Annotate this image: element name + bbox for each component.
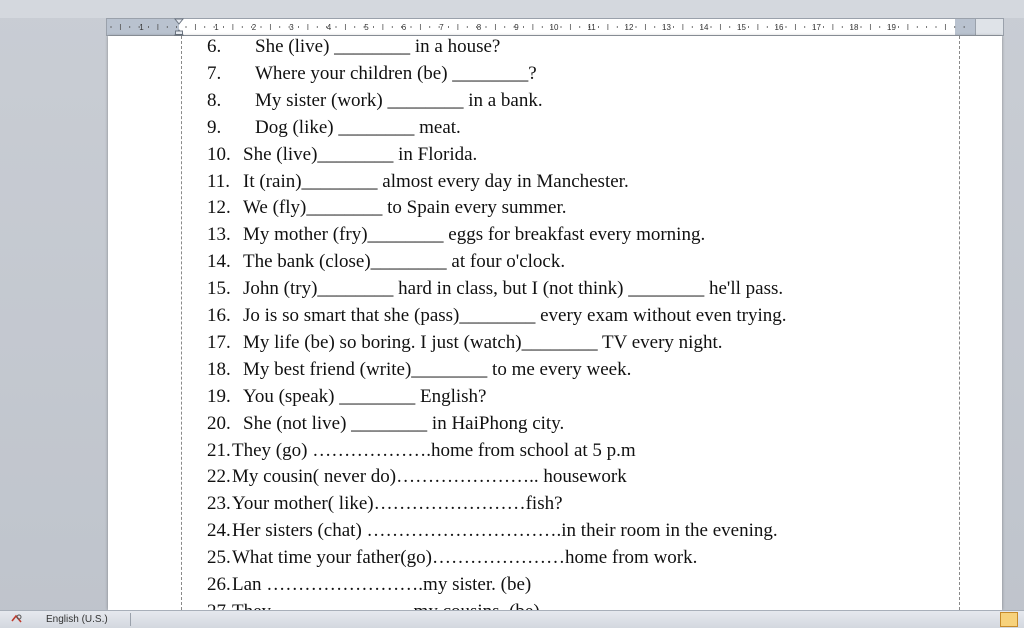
- exercise-text: The bank (close)________ at four o'clock.: [243, 251, 566, 273]
- exercise-number: 18.: [207, 358, 231, 380]
- exercise-number: 12.: [207, 197, 231, 219]
- exercise-item: [108, 574, 1002, 601]
- ruler-number: 3: [289, 23, 294, 32]
- exercise-item: [108, 547, 1002, 574]
- exercise-number: 21.: [207, 439, 231, 461]
- exercise-text: What time your father(go)…………………home from work.: [232, 547, 698, 569]
- exercise-number: 24.: [207, 520, 231, 542]
- exercise-item: [108, 520, 1002, 547]
- print-layout-view-icon[interactable]: [1000, 612, 1018, 627]
- ruler-number: 2: [251, 23, 257, 32]
- exercise-item: [108, 359, 1002, 386]
- ruler-number: 15: [737, 23, 746, 32]
- exercise-item: [108, 224, 1002, 251]
- exercise-item: [108, 278, 1002, 305]
- ruler-number: 7: [439, 23, 444, 32]
- ruler-number: 8: [476, 23, 482, 32]
- exercise-text: She (not live) ________ in HaiPhong city.: [243, 412, 565, 434]
- ruler-number: 14: [699, 23, 709, 32]
- exercise-text: John (try)________ hard in class, but I (not think) ________ he'll pass.: [243, 278, 784, 300]
- exercise-number: 15.: [207, 278, 231, 300]
- ruler-end-cap: [976, 18, 1004, 36]
- horizontal-ruler[interactable]: [106, 18, 976, 36]
- ruler-number: 11: [587, 23, 596, 32]
- ruler-ticks: [107, 19, 975, 35]
- exercise-text: My cousin( never do)………………….. housework: [232, 466, 627, 488]
- toolbar-strip: [0, 0, 1024, 18]
- exercise-number: 11.: [207, 170, 231, 192]
- exercise-item: [108, 332, 1002, 359]
- exercise-number: 10.: [207, 143, 231, 165]
- exercise-item: [108, 36, 1002, 63]
- status-bar: [0, 610, 1024, 628]
- exercise-item: [108, 90, 1002, 117]
- exercise-text: Her sisters (chat) ………………………….in their room in the evening.: [232, 520, 778, 542]
- ruler-number: 16: [774, 23, 784, 32]
- exercise-text: My best friend (write)________ to me every week.: [243, 358, 632, 380]
- exercise-text: Lan …………………….my sister. (be): [232, 574, 532, 595]
- exercise-number: 26.: [207, 574, 231, 595]
- exercise-number: 23.: [207, 493, 231, 515]
- ruler-number: 17: [812, 23, 821, 32]
- exercise-text: She (live) ________ in a house?: [255, 36, 501, 57]
- exercise-text: Jo is so smart that she (pass)________ every exam without even trying.: [243, 305, 787, 326]
- ruler-number: 12: [624, 23, 634, 32]
- ruler-number: 13: [662, 23, 671, 32]
- exercise-text: She (live)________ in Florida.: [243, 143, 478, 165]
- ruler-number: 4: [326, 23, 332, 32]
- ruler-number: 6: [401, 23, 407, 32]
- proofing-icon[interactable]: [10, 613, 24, 625]
- exercise-item: [108, 440, 1002, 467]
- indent-marker-icon[interactable]: [175, 19, 183, 35]
- exercise-number: 25.: [207, 547, 231, 569]
- language-indicator[interactable]: English (U.S.): [46, 614, 108, 625]
- ruler-number: 1: [139, 23, 144, 32]
- exercise-item: [108, 144, 1002, 171]
- exercise-number: 13.: [207, 224, 231, 246]
- exercise-number: 17.: [207, 331, 231, 353]
- exercise-number: 6.: [207, 36, 222, 57]
- exercise-number: 14.: [207, 251, 231, 273]
- exercise-item: [108, 493, 1002, 520]
- exercise-number: 16.: [207, 305, 231, 326]
- document-page[interactable]: [108, 36, 1002, 610]
- exercise-number: 19.: [207, 385, 231, 407]
- exercise-text: My mother (fry)________ eggs for breakfast every morning.: [243, 224, 706, 246]
- ruler-number: 1: [214, 23, 219, 32]
- ruler-number: 19: [887, 23, 896, 32]
- exercise-text: We (fly)________ to Spain every summer.: [243, 197, 567, 219]
- status-separator: [130, 613, 131, 626]
- exercise-list: [108, 36, 1002, 610]
- exercise-text: It (rain)________ almost every day in Manchester.: [243, 170, 629, 192]
- exercise-item: [108, 413, 1002, 440]
- exercise-number: 20.: [207, 412, 231, 434]
- exercise-text: You (speak) ________ English?: [243, 385, 487, 407]
- exercise-text: My life (be) so boring. I just (watch)________ TV every night.: [243, 331, 723, 353]
- exercise-item: [108, 171, 1002, 198]
- exercise-item: [108, 466, 1002, 493]
- exercise-number: 22.: [207, 466, 231, 488]
- exercise-text: Your mother( like)……………………fish?: [232, 493, 563, 515]
- exercise-item: [108, 117, 1002, 144]
- ruler-number: 9: [514, 23, 519, 32]
- ruler-number: 10: [549, 23, 559, 32]
- exercise-text: Where your children (be) ________?: [255, 62, 537, 84]
- exercise-item: [108, 386, 1002, 413]
- exercise-item: [108, 305, 1002, 332]
- ruler-number: 18: [849, 23, 859, 32]
- exercise-text: They (go) ……………….home from school at 5 p.m: [232, 439, 636, 461]
- exercise-item: [108, 63, 1002, 90]
- exercise-item: [108, 251, 1002, 278]
- exercise-number: 9.: [207, 116, 222, 138]
- ruler-number: 5: [364, 23, 369, 32]
- exercise-text: Dog (like) ________ meat.: [255, 116, 461, 138]
- exercise-item: [108, 197, 1002, 224]
- exercise-text: My sister (work) ________ in a bank.: [255, 89, 543, 111]
- exercise-number: 7.: [207, 62, 222, 84]
- exercise-number: 8.: [207, 89, 222, 111]
